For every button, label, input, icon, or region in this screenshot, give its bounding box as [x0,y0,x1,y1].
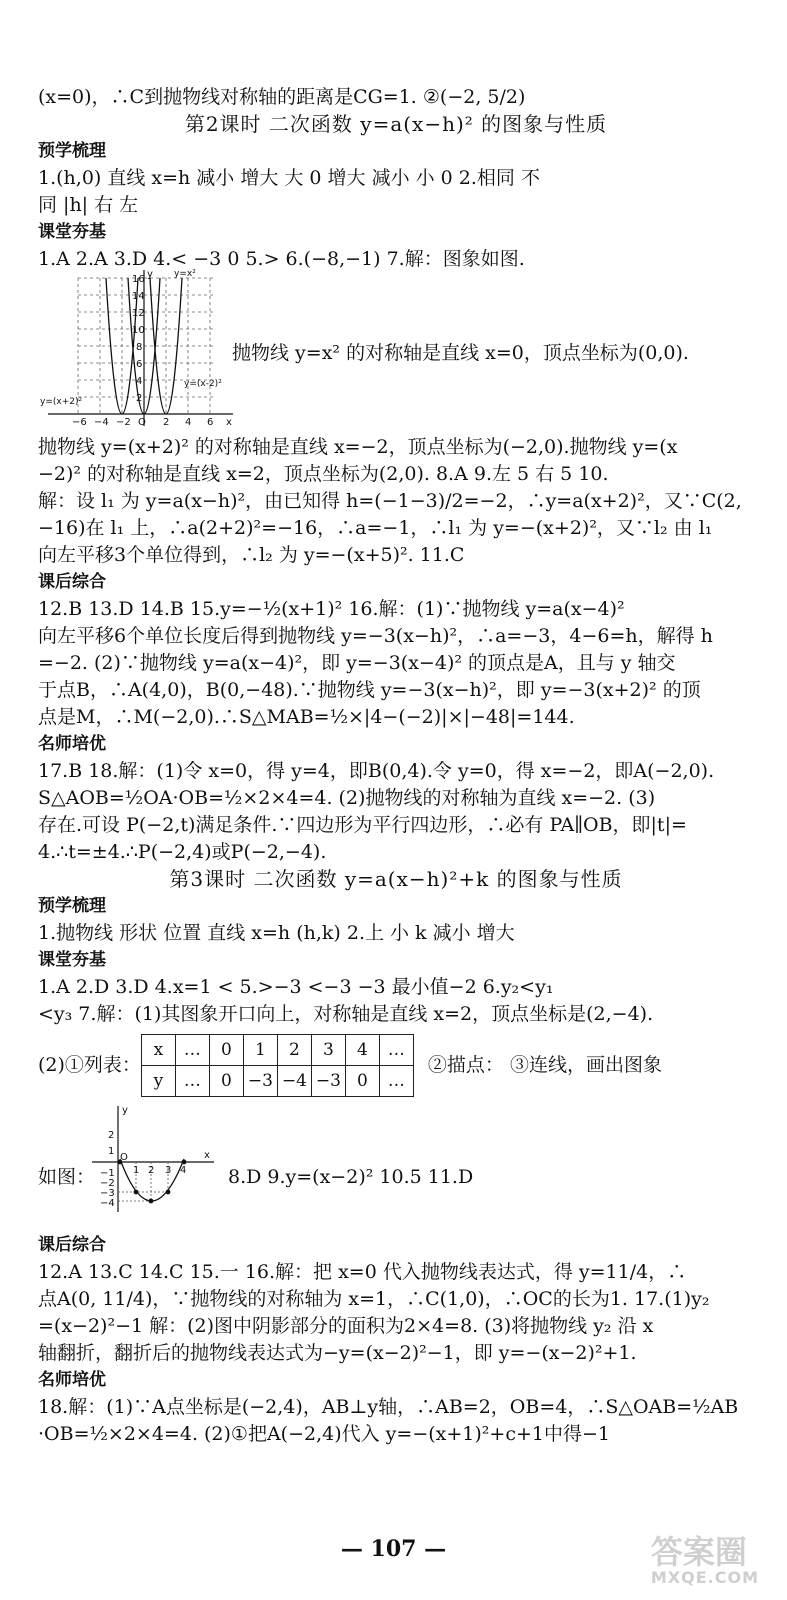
y-tick: 8 [136,342,143,353]
x-axis-label: x [204,1150,210,1161]
origin-label: O [120,1152,128,1163]
line: 存在.可设 P(−2,t)满足条件.∵四边形为平行四边形，∴必有 PA∥OB，即|t|= [38,814,687,836]
x-tick: 4 [185,417,192,428]
y-tick: 1 [108,1146,115,1157]
table-cell: 2 [277,1035,311,1066]
section-heading: 预学梳理 [38,896,106,916]
line: 1.抛物线 形状 位置 直线 x=h (h,k) 2.上 小 k 减小 增大 [38,922,515,944]
x-tick: 4 [180,1165,187,1176]
line: 12.B 13.D 14.B 15.y=−½(x+1)² 16.解：(1)∵抛物线 y=a(x−4)² [38,598,625,620]
section-heading: 课堂夯基 [38,222,106,242]
x-tick: −4 [94,417,109,428]
line: 18.解：(1)∵A点坐标是(−2,4)，AB⊥y轴，∴AB=2，OB=4，∴S△OAB=½AB [38,1396,739,1418]
table-prefix: (2)①列表： [38,1054,141,1076]
y-tick: 14 [132,291,145,302]
table-cell: … [379,1035,413,1066]
table-cell: … [175,1035,209,1066]
lesson-title-3: 第3课时 二次函数 y=a(x−h)²+k 的图象与性质 [169,867,623,891]
lesson-title-2: 第2课时 二次函数 y=a(x−h)² 的图象与性质 [184,112,608,136]
y-axis-label: y [122,1105,128,1116]
table-cell: 4 [345,1035,379,1066]
line: 向左平移6个单位长度后得到抛物线 y=−3(x−h)²，∴a=−3，4−6=h，解得 h [38,625,713,647]
parabola-graph-2-svg [86,1104,216,1214]
curve-label: y=(x+2)² [40,397,83,407]
y-tick: −3 [100,1188,115,1199]
value-table [141,1034,414,1097]
line: 于点B，∴A(4,0)，B(0,−48).∵抛物线 y=−3(x−h)²，即 y=−3(x+2)² 的顶 [38,679,701,701]
curve-label: y=x² [174,269,196,279]
line: S△AOB=½OA·OB=½×2×4=4. (2)抛物线的对称轴为直线 x=−2. (3) [38,787,656,809]
table-cell: −3 [311,1066,345,1097]
line: 点A(0, 11/4)，∵抛物线的对称轴为 x=1，∴C(1,0)，∴OC的长为1. 17.(1)y₂ [38,1288,710,1310]
line: ·OB=½×2×4=4. (2)①把A(−2,4)代入 y=−(x+1)²+c+1中得−1 [38,1423,611,1445]
section-heading: 课后综合 [38,1235,106,1255]
x-tick: 3 [165,1165,172,1176]
table-cell: −3 [243,1066,277,1097]
table-suffix: ②描点： ③连线，画出图象 [427,1054,662,1076]
line: 抛物线 y=(x+2)² 的对称轴是直线 x=−2，顶点坐标为(−2,0).抛物线 y=(x [38,436,678,458]
section-heading: 名师培优 [38,734,106,754]
line: 轴翻折，翻折后的抛物线表达式为−y=(x−2)²−1，即 y=−(x−2)²+1. [38,1342,637,1364]
line: 1.A 2.D 3.D 4.x=1 < 5.>−3 <−3 −3 最小值−2 6.y₂<y₁ [38,976,554,998]
watermark-text: 答案圈 [650,1533,747,1571]
x-tick: −6 [72,417,87,428]
section-heading: 预学梳理 [38,141,106,161]
y-tick: 12 [132,308,145,319]
table-cell: y [141,1066,175,1097]
value-table-row [38,1034,754,1097]
graph2-suffix: 8.D 9.y=(x−2)² 10.5 11.D [228,1166,474,1188]
table-cell: 0 [209,1035,243,1066]
y-tick: −2 [100,1178,115,1189]
line: 向左平移3个单位得到，∴l₂ 为 y=−(x+5)². 11.C [38,544,465,566]
x-tick: 2 [148,1165,155,1176]
table-row [141,1035,413,1066]
table-cell: 3 [311,1035,345,1066]
line: 12.A 13.C 14.C 15.一 16.解：把 x=0 代入抛物线表达式，得 y=11/4，∴ [38,1261,687,1283]
graph1-caption: 抛物线 y=x² 的对称轴是直线 x=0，顶点坐标为(0,0). [232,342,689,364]
line: =−2. (2)∵抛物线 y=a(x−4)²，即 y=−3(x−4)² 的顶点是A，且与 y 轴交 [38,652,676,674]
line: −16)在 l₁ 上，∴a(2+2)²=−16，∴a=−1，∴l₁ 为 y=−(x+2)²，又∵l₂ 由 l₁ [38,517,713,539]
line: <y₃ 7.解：(1)其图象开口向上，对称轴是直线 x=2，顶点坐标是(2,−4). [38,1003,654,1025]
y-tick: 16 [132,274,145,285]
table-row [141,1066,413,1097]
line: −2)² 的对称轴是直线 x=2，顶点坐标为(2,0). 8.A 9.左 5 右 5 10. [38,463,609,485]
table-cell: … [175,1066,209,1097]
line: 17.B 18.解：(1)令 x=0，得 y=4，即B(0,4).令 y=0，得 x=−2，即A(−2,0). [38,760,715,782]
table-cell: 1 [243,1035,277,1066]
table-cell: … [379,1066,413,1097]
page-number: — 107 — [340,1536,447,1562]
x-tick: 2 [163,417,170,428]
y-tick: −4 [100,1198,115,1209]
graph2-prefix: 如图： [38,1166,96,1188]
watermark-logo [651,1535,759,1587]
section-heading: 名师培优 [38,1370,106,1390]
line: =(x−2)²−1 解：(2)图中阴影部分的面积为2×4=8. (3)将抛物线 y₂ 沿 x [38,1315,654,1337]
table-cell: −4 [277,1066,311,1097]
y-tick: 10 [132,325,145,336]
line: 4.∴t=±4.∴P(−2,4)或P(−2,−4). [38,841,327,863]
line: 点是M，∴M(−2,0).∴S△MAB=½×|4−(−2)|×|−48|=144. [38,706,575,728]
y-tick: 2 [108,1130,115,1141]
parabola-graph-1-svg [38,268,238,428]
curve-label: y=(x-2)² [184,379,222,389]
line: (x=0)，∴C到抛物线对称轴的距离是CG=1. ②(−2, 5/2) [38,86,526,108]
line: 同 |h| 右 左 [38,194,139,216]
graph2-row [38,1104,787,1214]
x-tick: −2 [116,417,131,428]
line: 1.A 2.A 3.D 4.< −3 0 5.> 6.(−8,−1) 7.解：图象如图. [38,248,525,270]
x-axis-label: x [226,417,232,428]
table-cell: 0 [345,1066,379,1097]
section-heading: 课堂夯基 [38,950,106,970]
table-cell: x [141,1035,175,1066]
text-block-3 [38,1232,754,1448]
y-tick: −1 [100,1168,115,1179]
x-tick: 1 [133,1165,140,1176]
table-cell: 0 [209,1066,243,1097]
section-heading: 课后综合 [38,572,106,592]
y-tick: 2 [136,393,143,404]
x-tick: O [138,417,146,428]
text-block-2 [38,434,754,1028]
watermark-domain: MXQE.COM [650,1568,759,1587]
line: 解：设 l₁ 为 y=a(x−h)²，由已知得 h=(−1−3)/2=−2，∴y=a(x+2)²，又∵C(2, [38,490,742,512]
text-block-1 [38,84,754,273]
x-tick: 6 [207,417,214,428]
line: 1.(h,0) 直线 x=h 减小 增大 大 0 增大 减小 小 0 2.相同 不 [38,167,540,189]
parabola-graph-1 [38,268,238,428]
y-axis-label: y [147,269,153,280]
y-tick: 4 [136,376,143,387]
y-tick: 6 [136,359,143,370]
